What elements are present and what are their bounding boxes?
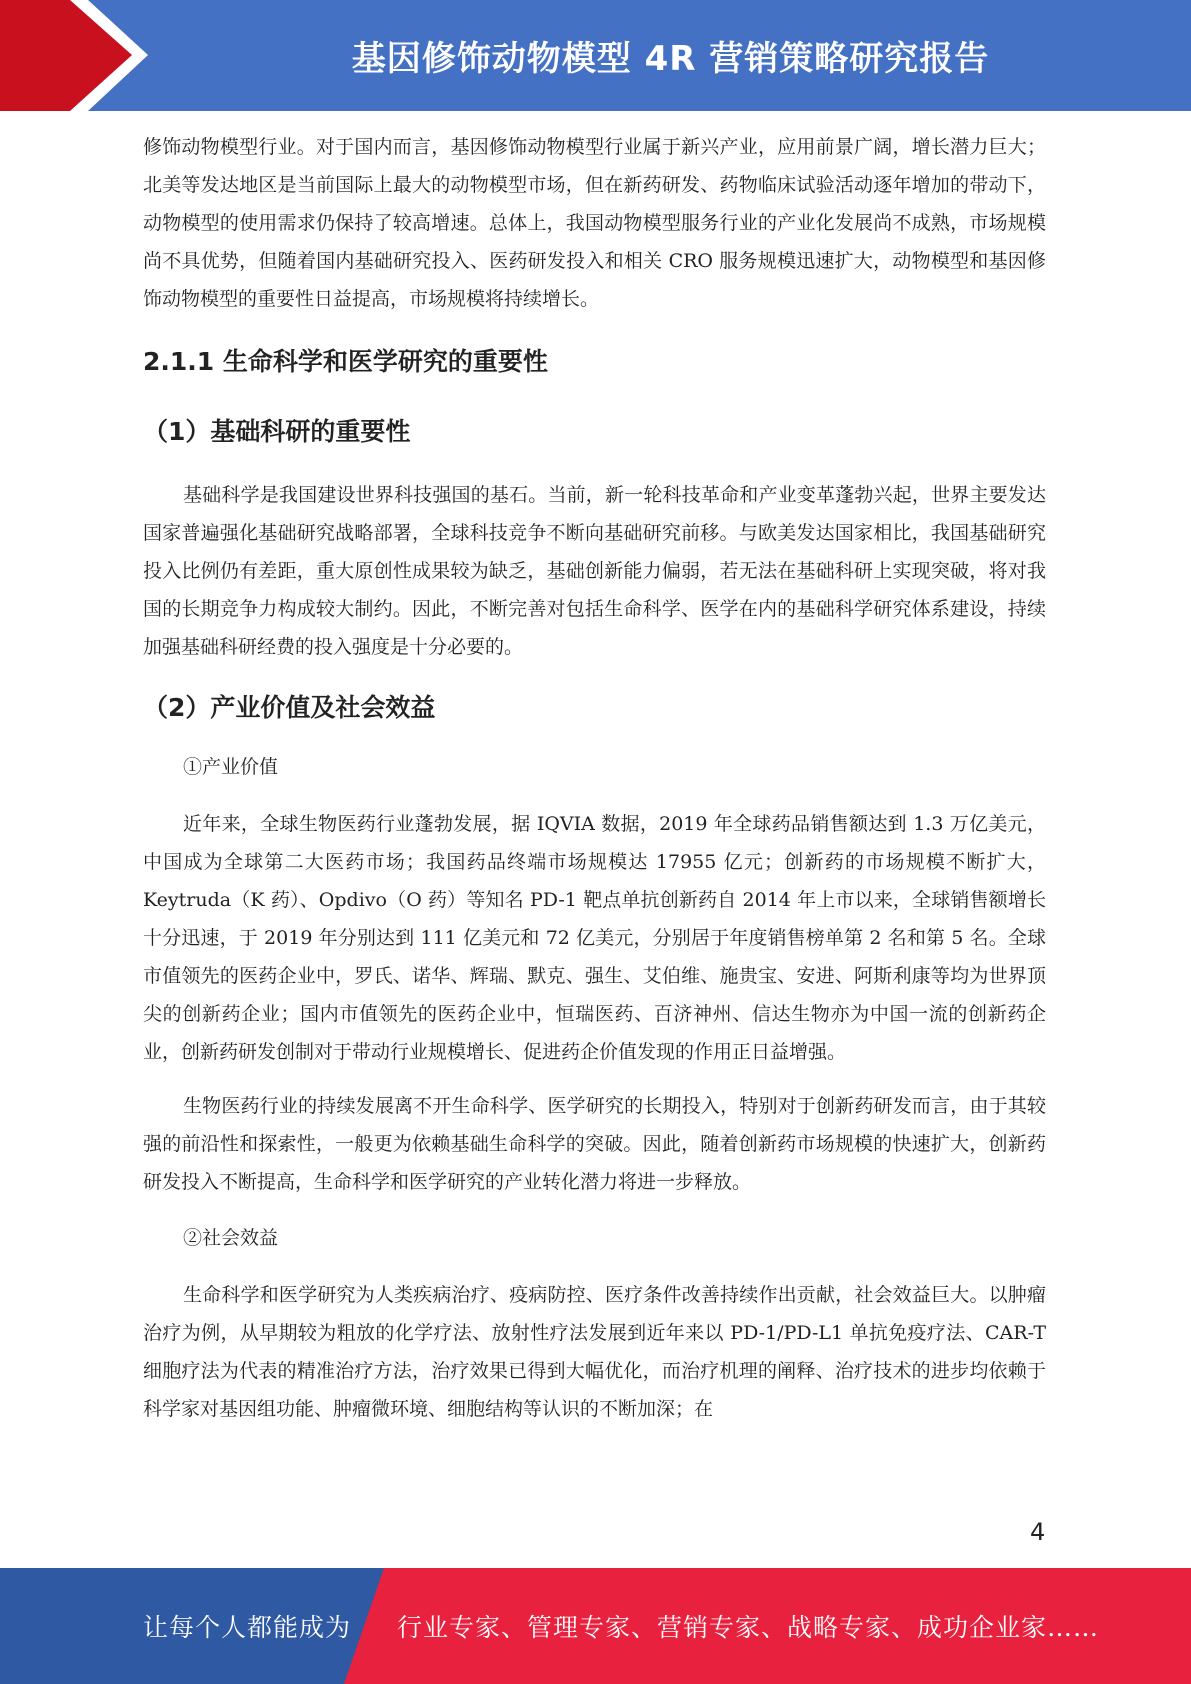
- subheading-basic-research: （1）基础科研的重要性: [143, 417, 411, 446]
- footer-banner: [0, 1568, 1191, 1684]
- paragraph-social-benefit: 生命科学和医学研究为人类疾病治疗、疫病防控、医疗条件改善持续作出贡献，社会效益巨大。以肿瘤治疗为例，从早期较为粗放的化学疗法、放射性疗法发展到近年来以 PD-1/PD-L1 单抗免疫疗法、CAR-T 细胞疗法为代表的精准治疗方法，治疗效果已得到大幅优化，而治疗机理的阐释、治疗技术的进步均依赖于科学家对基因组功能、肿瘤微环境、细胞结构等认识的不断加深；在: [143, 1284, 1046, 1420]
- header-banner: [0, 0, 1191, 111]
- subheading-industry-value: （2）产业价值及社会效益: [143, 693, 436, 722]
- footer-slogan-left: 让每个人都能成为: [143, 1613, 352, 1642]
- label-industry-value: ①产业价值: [183, 756, 279, 778]
- header-arrow-icon: [0, 0, 160, 111]
- paragraph-basic-research: 基础科学是我国建设世界科技强国的基石。当前，新一轮科技革命和产业变革蓬勃兴起，世界主要发达国家普遍强化基础研究战略部署，全球科技竞争不断向基础研究前移。与欧美发达国家相比，我国基础研究投入比例仍有差距，重大原创性成果较为缺乏，基础创新能力偏弱，若无法在基础科研上实现突破，将对我国的长期竞争力构成较大制约。因此，不断完善对包括生命科学、医学在内的基础科学研究体系建设，持续加强基础科研经费的投入强度是十分必要的。: [143, 484, 1046, 658]
- intro-paragraph: 修饰动物模型行业。对于国内而言，基因修饰动物模型行业属于新兴产业，应用前景广阔，增长潜力巨大；北美等发达地区是当前国际上最大的动物模型市场，但在新药研发、药物临床试验活动逐年增加的带动下，动物模型的使用需求仍保持了较高增速。总体上，我国动物模型服务行业的产业化发展尚不成熟，市场规模尚不具优势，但随着国内基础研究投入、医药研发投入和相关 CRO 服务规模迅速扩大，动物模型和基因修饰动物模型的重要性日益提高，市场规模将持续增长。: [143, 136, 1046, 310]
- footer-slogan-right: 行业专家、管理专家、营销专家、战略专家、成功企业家……: [397, 1613, 1100, 1642]
- paragraph-biomedicine: 生物医药行业的持续发展离不开生命科学、医学研究的长期投入，特别对于创新药研发而言，由于其较强的前沿性和探索性，一般更为依赖基础生命科学的突破。因此，随着创新药市场规模的快速扩大，创新药研发投入不断提高，生命科学和医学研究的产业转化潜力将进一步释放。: [143, 1095, 1046, 1193]
- page-number: 4: [1030, 1518, 1046, 1546]
- label-social-benefit: ②社会效益: [183, 1227, 279, 1249]
- document-title: 基因修饰动物模型 4R 营销策略研究报告: [351, 39, 990, 79]
- section-heading: 2.1.1 生命科学和医学研究的重要性: [143, 347, 548, 376]
- paragraph-industry-value: 近年来，全球生物医药行业蓬勃发展，据 IQVIA 数据，2019 年全球药品销售额达到 1.3 万亿美元，中国成为全球第二大医药市场；我国药品终端市场规模达 17955 亿元；创新药的市场规模不断扩大，Keytruda（K 药）、Opdivo（O 药）等知名 PD-1 靶点单抗创新药自 2014 年上市以来，全球销售额增长十分迅速，于 2019 年分别达到 111 亿美元和 72 亿美元，分别居于年度销售榜单第 2 名和第 5 名。全球市值领先的医药企业中，罗氏、诺华、辉瑞、默克、强生、艾伯维、施贵宝、安进、阿斯利康等均为世界顶尖的创新药企业；国内市值领先的医药企业中，恒瑞医药、百济神州、信达生物亦为中国一流的创新药企业，创新药研发创制对于带动行业规模增长、促进药企价值发现的作用正日益增强。: [143, 813, 1046, 1063]
- page-content: [143, 128, 1046, 1428]
